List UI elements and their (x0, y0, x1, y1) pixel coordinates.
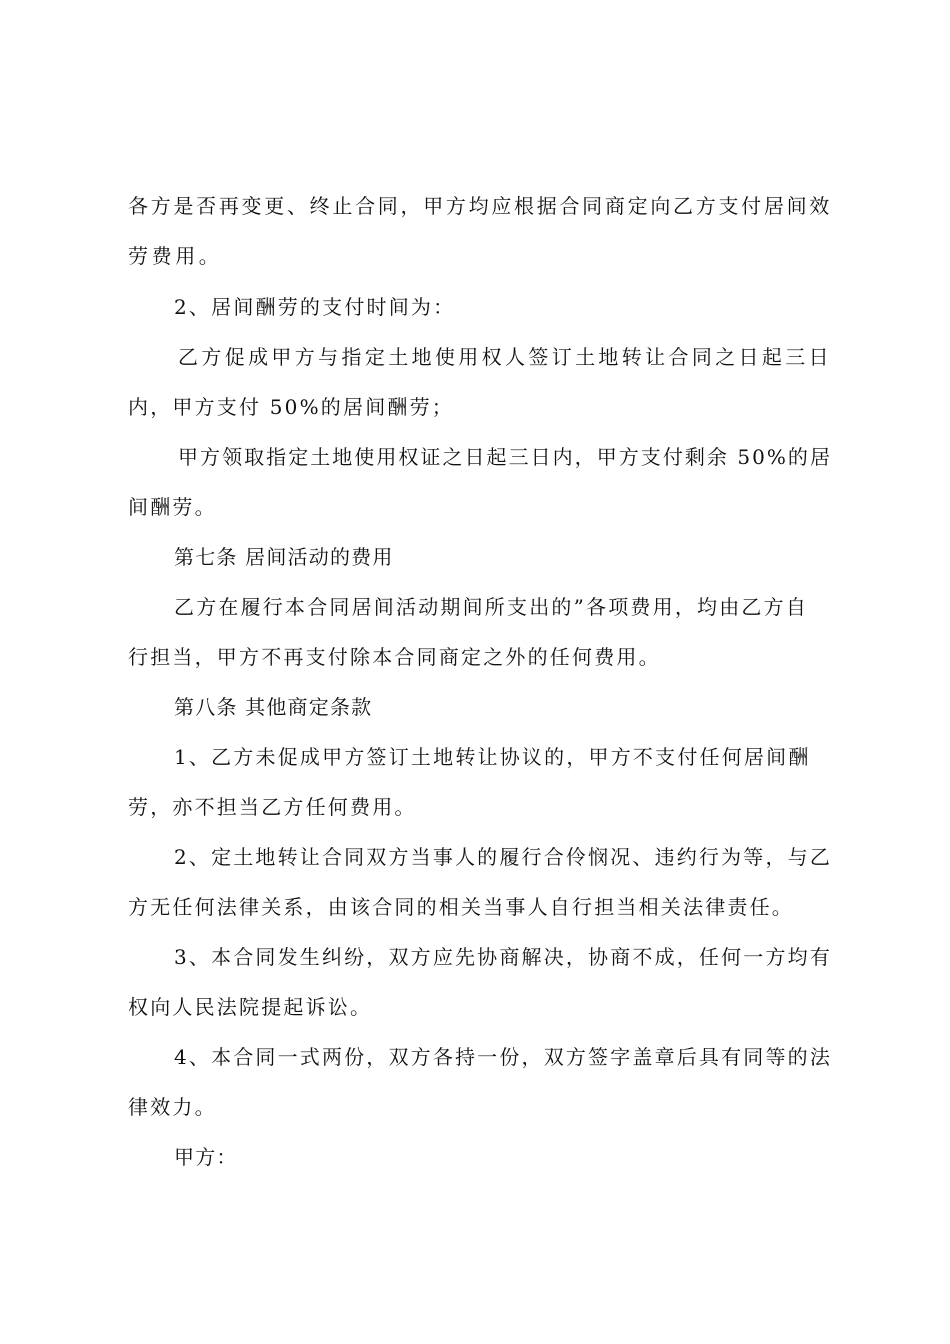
text-line: 4、本合同一式两份，双方各持一份，双方签字盖章后具有同等的法 (174, 1045, 832, 1069)
text-line: 2、居间酬劳的支付时间为： (174, 295, 456, 319)
text-line: 劳费用。 (128, 244, 223, 268)
text-line: 乙方促成甲方与指定土地使用权人签订土地转让合同之日起三日 (178, 345, 832, 369)
paragraph-line (0, 287, 950, 327)
text-line: 劳，亦不担当乙方任何费用。 (128, 795, 417, 819)
paragraph-line (0, 987, 950, 1027)
text-line: 间酬劳。 (128, 495, 217, 519)
text-line: 甲方领取指定土地使用权证之日起三日内，甲方支付剩余 50%的居 (178, 445, 832, 469)
text-line: 2、定土地转让合同双方当事人的履行合伶悯况、违约行为等，与乙 (174, 845, 832, 869)
text-line: 乙方在履行本合同居间活动期间所支出的”各项费用，均由乙方自 (174, 595, 809, 619)
paragraph-line (0, 887, 950, 927)
paragraph-line (0, 387, 950, 427)
paragraph-line (0, 787, 950, 827)
paragraph-line (0, 737, 950, 777)
text-line: 各方是否再变更、终止合同，甲方均应根据合同商定向乙方支付居间效 (128, 194, 832, 218)
signature-party-a-label (0, 1137, 950, 1177)
text-line: 律效力。 (128, 1095, 217, 1119)
paragraph-line (0, 937, 950, 977)
paragraph-line (0, 587, 950, 627)
paragraph-line (0, 1037, 950, 1077)
text-line: 行担当，甲方不再支付除本合同商定之外的任何费用。 (128, 645, 661, 669)
section-heading-text: 第八条 其他商定条款 (174, 695, 373, 719)
paragraph-line (0, 437, 950, 477)
text-line: 权向人民法院提起诉讼。 (128, 995, 373, 1019)
paragraph-line (0, 186, 950, 226)
text-line: 1、乙方未促成甲方签订土地转让协议的，甲方不支付任何居间酬 (174, 745, 811, 769)
section-heading-text: 第七条 居间活动的费用 (174, 545, 394, 569)
paragraph-line (0, 637, 950, 677)
paragraph-line (0, 837, 950, 877)
text-line: 3、本合同发生纠纷，双方应先协商解决，协商不成，任何一方均有 (174, 945, 832, 969)
party-a-label: 甲方： (174, 1145, 238, 1169)
paragraph-line (0, 487, 950, 527)
paragraph-line (0, 1087, 950, 1127)
text-line: 内，甲方支付 50%的居间酬劳； (128, 395, 455, 419)
section-heading (0, 537, 950, 577)
paragraph-line (0, 236, 950, 276)
section-heading (0, 687, 950, 727)
paragraph-line (0, 337, 950, 377)
text-line: 方无任何法律关系，由该合同的相关当事人自行担当相关法律责任。 (128, 895, 794, 919)
